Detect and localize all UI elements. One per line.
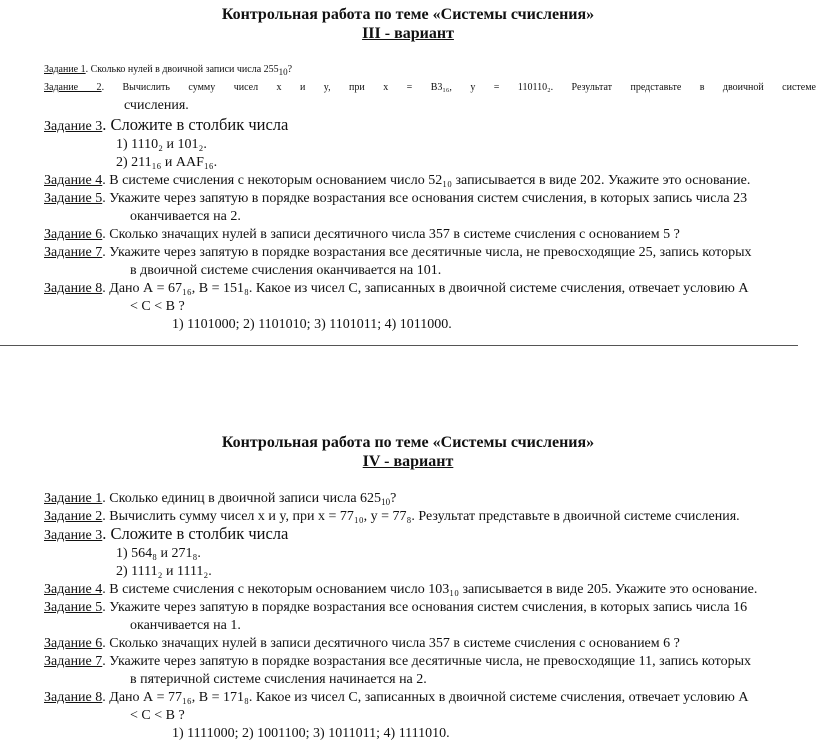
task-text: . Сколько значащих нулей в записи десятичного числа 357 в системе счисления с основанием 5 ?	[102, 227, 680, 242]
task-label: Задание 1	[44, 491, 103, 506]
task-label: Задание 4	[44, 173, 103, 188]
task-text: . Вычислить сумму чисел x и y, при x = 77₁₀, y = 77₈. Результат представьте в двоичной системе счисления.	[102, 509, 740, 524]
task-3-v3-item-2: 2) 211₁₆ и AAF₁₆.	[116, 155, 218, 170]
task-label: Задание 3	[44, 119, 103, 134]
subscript: 10	[278, 67, 288, 77]
task-2-v3-cont: счисления.	[124, 98, 189, 113]
task-text: ?	[287, 64, 293, 75]
task-label: Задание 1	[44, 64, 86, 75]
section-divider	[0, 345, 798, 346]
task-label: Задание 7	[44, 654, 103, 669]
task-label: Задание 5	[44, 600, 103, 615]
task-7-v4	[44, 653, 751, 671]
task-8-v4	[44, 689, 748, 707]
task-1-v4	[44, 490, 396, 508]
task-7-v3-cont: в двоичной системе счисления оканчивается на 101.	[130, 263, 442, 278]
task-text: . Сколько единиц в двоичной записи числа 625	[102, 491, 382, 506]
task-2-v3	[44, 79, 816, 97]
task-6-v3	[44, 226, 680, 244]
task-text: . Укажите через запятую в порядке возрастания все основания систем счисления, в которых запись числа 23	[102, 191, 748, 206]
page-title-variant-3: Контрольная работа по теме «Системы счисления»	[221, 6, 595, 23]
task-label: Задание 8	[44, 690, 103, 705]
task-4-v3	[44, 172, 750, 190]
task-text: . Дано А = 67₁₆, В = 151₈. Какое из чисел С, записанных в двоичной системе счисления, отвечает условию А	[102, 281, 749, 296]
task-6-v4	[44, 635, 680, 653]
task-text: . В системе счисления с некоторым основанием число 103₁₀ записывается в виде 205. Укажите это основание.	[102, 582, 758, 597]
task-text: ?	[390, 491, 397, 506]
variant-heading-3: III - вариант	[362, 25, 454, 42]
task-text: . Укажите через запятую в порядке возрастания все десятичные числа, не превосходящие 11, запись которых	[102, 654, 751, 669]
task-text: . В системе счисления с некоторым основанием число 52₁₀ записывается в виде 202. Укажите это основание.	[102, 173, 751, 188]
task-text: . Укажите через запятую в порядке возрастания все основания систем счисления, в которых запись числа 16	[102, 600, 748, 615]
task-label: Задание 8	[44, 281, 103, 296]
task-5-v4-cont: оканчивается на 1.	[130, 618, 241, 633]
task-text: . Сложите в столбик числа	[102, 524, 289, 543]
task-8-v3-options: 1) 1101000; 2) 1101010; 3) 1101011; 4) 1011000.	[172, 317, 452, 332]
subscript: 10	[381, 497, 391, 507]
task-3-v4-item-1: 1) 564₈ и 271₈.	[116, 546, 201, 561]
task-7-v4-cont: в пятеричной системе счисления начинается на 2.	[130, 672, 427, 687]
task-label: Задание 6	[44, 227, 103, 242]
task-text: . Сложите в столбик числа	[102, 115, 289, 134]
task-text: . Сколько нулей в двоичной записи числа 255	[85, 64, 279, 75]
task-7-v3	[44, 244, 752, 262]
task-text: . Укажите через запятую в порядке возрастания все десятичные числа, не превосходящие 25, запись которых	[102, 245, 752, 260]
task-8-v3	[44, 280, 748, 298]
task-3-v4-item-2: 2) 1111₂ и 1111₂.	[116, 564, 212, 579]
task-label: Задание 4	[44, 582, 103, 597]
page-title-variant-4: Контрольная работа по теме «Системы счисления»	[221, 434, 595, 451]
task-text: . Дано А = 77₁₆, В = 171₈. Какое из чисел С, записанных в двоичной системе счисления, отвечает условию А	[102, 690, 749, 705]
task-8-v4-options: 1) 1111000; 2) 1001100; 3) 1011011; 4) 1111010.	[172, 726, 450, 741]
task-5-v3-cont: оканчивается на 2.	[130, 209, 241, 224]
task-text: . Сколько значащих нулей в записи десятичного числа 357 в системе счисления с основанием 6 ?	[102, 636, 680, 651]
task-label: Задание 5	[44, 191, 103, 206]
task-label: Задание 2	[44, 82, 102, 93]
task-8-v3-cont: < С < В ?	[130, 299, 185, 314]
task-label: Задание 7	[44, 245, 103, 260]
task-4-v4	[44, 581, 757, 599]
variant-heading-4: IV - вариант	[362, 453, 454, 470]
task-3-v4	[44, 525, 288, 545]
task-3-v3-item-1: 1) 1110₂ и 101₂.	[116, 137, 207, 152]
task-5-v4	[44, 599, 747, 617]
task-label: Задание 6	[44, 636, 103, 651]
task-label: Задание 3	[44, 528, 103, 543]
task-3-v3	[44, 116, 288, 136]
task-label: Задание 2	[44, 509, 103, 524]
task-8-v4-cont: < С < В ?	[130, 708, 185, 723]
task-1-v3	[44, 61, 816, 79]
task-text: . Вычислить сумму чисел x и y, при x = B3₁₆, y = 110110₂. Результат представьте в двоичной системе	[101, 82, 816, 93]
task-5-v3	[44, 190, 747, 208]
